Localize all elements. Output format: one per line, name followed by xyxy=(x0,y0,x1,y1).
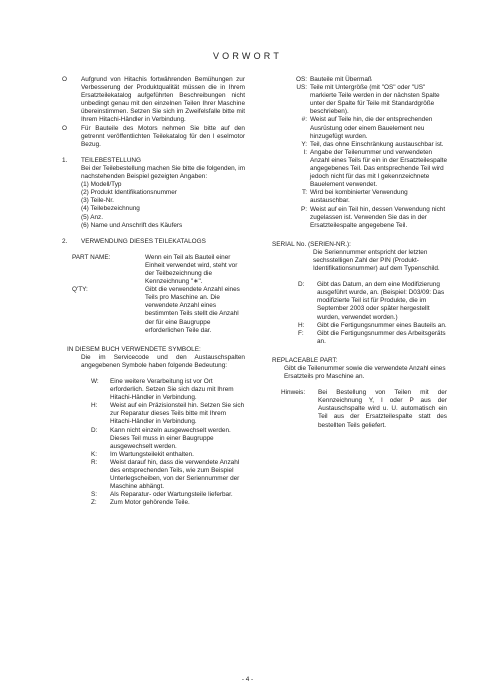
section-number: 2. xyxy=(62,237,68,245)
serial-row xyxy=(272,322,447,330)
definition-text: Wenn ein Teil als Bauteil einer Einheit verwendet wird, steht vor der Teilbezeichnung die Kennzeichnung "∗". xyxy=(145,253,238,286)
definition-row xyxy=(62,254,245,286)
symbol-row xyxy=(62,499,245,507)
serial-text: Gibt die Fertigungsnummer eines Bauteils an. xyxy=(317,321,447,329)
list-item: (1) Modell/Typ xyxy=(81,181,122,189)
definition-term: Q'TY: xyxy=(72,286,88,294)
section-intro: Bei der Teilebestellung machen Sie bitte die folgenden, im nachstehenden Beispiel gezeigten Angaben: xyxy=(81,164,246,181)
serial-text: Gibt die Fertigungsnummer des Arbeitsgeräts an. xyxy=(317,329,446,345)
definition-row xyxy=(62,286,245,335)
symbol-row xyxy=(272,141,447,149)
symbol-text: Kann nicht einzeln ausgewechselt werden. Dieses Teil muss in einer Baugruppe ausgewechselt werden. xyxy=(110,426,231,450)
symbol-text: Weist auf Teile hin, die der entsprechenden Ausrüstung oder einem Bauelement neu hinzugefügt wurden. xyxy=(310,116,433,140)
bullet-item xyxy=(62,125,245,149)
definition-term: PART NAME: xyxy=(72,253,111,261)
serial-row xyxy=(272,330,447,346)
bullet-text: Aufgrund von Hitachis fortwährenden Bemühungen zur Verbesserung der Produktqualität müssen die in Ihrem Ersatzteilekatalog aufgeführten Beschreibungen nicht unbedingt genau mit den einzelnen Teilen Ihrer Maschine übereinstimmen. Setzen Sie sich im Zweifelsfalle bitte mit Ihrem Hitachi-Händler in Verbindung. xyxy=(81,76,245,124)
section-title: VERWENDUNG DIESES TEILEKATALOGS xyxy=(81,237,206,245)
symbol-text: Wird bei kombinierter Verwendung austauschbar. xyxy=(310,189,408,205)
symbol-row xyxy=(62,402,245,426)
symbol-row xyxy=(272,116,447,140)
symbol-text: Bauteile mit Übermaß xyxy=(310,76,372,83)
hint-text: Bei Bestellung von Teilen mit der Kennzeichnung Y, I oder P aus der Austauschspalte wird u. U. automatisch ein Teil aus der Ersatzteilespalte statt des bestellten Teils geliefert. xyxy=(318,389,447,429)
symbol-row xyxy=(272,76,447,84)
definition-text: Gibt die verwendete Anzahl eines Teils pro Maschine an. Die verwendete Anzahl eines bestimmten Teils stellt die Anzahl der für eine Baugruppe erforderlichen Teile dar. xyxy=(145,286,240,334)
symbol-text: Weist auf ein Präzisionsteil hin. Setzen Sie sich zur Reparatur dieses Teils bitte mit Ihrem Hitachi-Händler in Verbindung. xyxy=(110,402,245,426)
symbol-key: H: xyxy=(91,402,98,410)
symbol-key: US: xyxy=(296,84,307,92)
section-heading xyxy=(62,238,245,246)
page-number: - 4 - xyxy=(241,676,254,683)
symbols-intro: Die im Servicecode und den Austauschspalten angegebenen Symbole haben folgende Bedeutung: xyxy=(81,353,245,369)
symbol-row xyxy=(62,491,245,499)
symbol-text: Teile mit Untergröße (mit "OS" oder "US" markierte Teile werden in der nächsten Spalte unter der Spalte für Teile mit Standardgröße beschrieben). xyxy=(310,84,440,116)
symbol-key: I: xyxy=(303,148,307,156)
symbol-text: Als Reparatur- oder Wartungsteile lieferbar. xyxy=(110,491,233,499)
page-title: VORWORT xyxy=(212,51,283,61)
symbol-row xyxy=(272,84,447,116)
list-item: (5) Anz. xyxy=(81,213,104,221)
symbol-key: S: xyxy=(91,491,98,499)
symbol-key: OS: xyxy=(295,76,307,83)
symbol-key: W: xyxy=(91,378,99,385)
section-body xyxy=(62,165,245,230)
symbol-key: P: xyxy=(300,205,307,213)
symbol-text: Teil, das ohne Einschränkung austauschbar ist. xyxy=(310,140,444,148)
list-item: (3) Teile-Nr. xyxy=(81,197,114,205)
symbol-text: Eine weitere Verarbeitung ist vor Ort erforderlich. Setzen Sie sich dazu mit Ihrem Hitachi-Händler in Verbindung. xyxy=(110,378,234,402)
serial-key: D: xyxy=(298,281,305,289)
hint-label: Hinweis: xyxy=(281,389,306,397)
symbol-row xyxy=(272,149,447,189)
symbol-row xyxy=(62,459,245,491)
bullet-item xyxy=(62,76,245,125)
symbol-key: T: xyxy=(302,189,307,197)
list-item: (2) Produkt Identifikationsnummer xyxy=(81,189,177,197)
list-item: (6) Name und Anschrift des Käufers xyxy=(81,221,183,229)
serial-intro: Die Seriennummer entspricht der letzten sechsstelligen Zahl der PIN (Produkt-Identifikationsnummer) auf dem Typenschild. xyxy=(313,248,440,273)
symbol-key: D: xyxy=(91,426,98,434)
symbol-key: #: xyxy=(301,116,307,124)
symbol-text: Weist auf ein Teil hin, dessen Verwendung nicht zugelassen ist. Verwenden Sie das in der Ersatzteilespalte angegebene Teil. xyxy=(310,205,446,229)
bullet-mark: O xyxy=(62,124,67,132)
right-column xyxy=(272,76,447,430)
replaceable-heading: REPLACEABLE PART: xyxy=(272,356,338,364)
section-heading xyxy=(62,157,245,165)
section-number: 1. xyxy=(62,156,68,164)
serial-text: Gibt das Datum, an dem eine Modifizierung ausgeführt wurde, an. (Beispiel: D03/09: Das modifizierte Teil ist für Produkte, die im September 2003 oder später hergestellt wurden, verwendet worden.) xyxy=(317,281,445,321)
replaceable-text: Gibt die Teilenummer sowie die verwendete Anzahl eines Ersatzteils pro Maschine an. xyxy=(284,365,446,381)
symbol-text: Zum Motor gehörende Teile. xyxy=(110,499,190,507)
symbol-text: Im Wartungsteilekit enthalten. xyxy=(110,450,194,458)
serial-key: F: xyxy=(298,329,304,337)
symbol-text: Weist darauf hin, dass die verwendete Anzahl des entsprechenden Teils, wie zum Beispiel Unterlegscheiben, von der Seriennummer der Maschine abhängt. xyxy=(110,458,240,491)
symbol-row xyxy=(62,451,245,459)
serial-key: H: xyxy=(298,321,305,329)
symbol-key: Z: xyxy=(91,499,97,507)
hint-row xyxy=(272,389,447,429)
symbol-key: Y: xyxy=(301,140,307,148)
serial-heading: SERIAL No. (SERIEN-NR.): xyxy=(272,240,351,248)
symbol-row xyxy=(62,427,245,451)
symbol-row xyxy=(272,189,447,205)
symbol-key: R: xyxy=(91,458,98,466)
left-column xyxy=(62,76,245,508)
bullet-mark: O xyxy=(62,76,67,83)
symbol-key: K: xyxy=(91,450,98,458)
symbol-row xyxy=(62,378,245,402)
bullet-text: Für Bauteile des Motors nehmen Sie bitte auf den getrennt veröffentlichten Teilekatalog für den l eselmotor Bezug. xyxy=(81,124,245,148)
symbols-heading: IN DIESEM BUCH VERWENDETE SYMBOLE: xyxy=(67,345,201,353)
list-item: (4) Teilebezeichnung xyxy=(81,205,140,213)
section-title: TEILEBESTELLUNG xyxy=(81,156,142,164)
symbol-row xyxy=(272,206,447,230)
serial-row xyxy=(272,281,447,321)
symbol-text: Angabe der Teilenummer und verwendeten Anzahl eines Teils für ein in der Ersatzteilespalte angegebenes Teil. Das entsprechende Teil wird jedoch nicht für das mit I gekennzeichnete Bauelement verwendet. xyxy=(310,148,447,189)
